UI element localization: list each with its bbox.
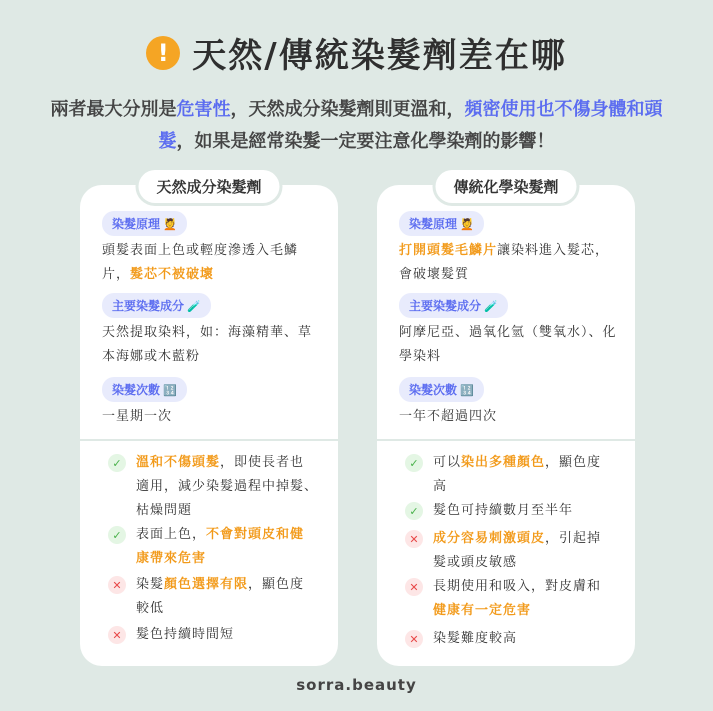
text-highlight: 打開頭髮毛鱗片 bbox=[399, 243, 498, 258]
numbers-icon: 🔢 bbox=[163, 384, 177, 397]
item-text bbox=[433, 451, 615, 499]
title-row bbox=[0, 28, 713, 77]
ingredient-label bbox=[399, 293, 508, 318]
pill-text: 染髮次數 bbox=[112, 383, 161, 397]
cross-icon: ✕ bbox=[405, 530, 423, 548]
check-icon: ✓ bbox=[405, 502, 423, 520]
con-item bbox=[108, 623, 318, 647]
ingredient-text: 阿摩尼亞、過氧化氫（雙氧水）、化學染料 bbox=[399, 325, 617, 364]
pill-text: 主要染髮成分 bbox=[112, 299, 185, 313]
frequency-text: 一星期一次 bbox=[102, 409, 173, 424]
item-text bbox=[136, 451, 318, 523]
item-text bbox=[433, 527, 615, 575]
test-tube-icon: 🧪 bbox=[187, 300, 201, 313]
principle-text bbox=[399, 239, 617, 287]
frequency-label bbox=[102, 377, 187, 402]
pro-item bbox=[405, 499, 615, 523]
ingredient-text: 天然提取染料，如：海藻精華、草本海娜或木藍粉 bbox=[102, 325, 313, 364]
text-highlight: 成分容易刺激頭皮 bbox=[433, 531, 546, 546]
check-icon: ✓ bbox=[405, 454, 423, 472]
item-text bbox=[136, 523, 318, 571]
page-title: 天然/傳統染髮劑差在哪 bbox=[192, 36, 567, 76]
text-part: 表面上色， bbox=[136, 527, 207, 542]
text-part: 長期使用和吸入，對皮膚和 bbox=[433, 579, 602, 594]
item-text: 髮色持續時間短 bbox=[136, 627, 235, 642]
intro-highlight: 頻密使用也不傷身體和頭髮 bbox=[158, 99, 663, 152]
intro-part: ，天然成分染髮劑則更溫和， bbox=[230, 99, 465, 120]
con-item bbox=[108, 573, 318, 621]
con-item bbox=[405, 627, 615, 651]
text-part: ，即使長者也適用，減少染髮過程中掉髮、枯燥問題 bbox=[136, 455, 319, 518]
text-part: 染髮 bbox=[136, 577, 165, 592]
check-icon: ✓ bbox=[108, 526, 126, 544]
pro-item bbox=[108, 451, 318, 523]
cross-icon: ✕ bbox=[405, 578, 423, 596]
cross-icon: ✕ bbox=[108, 626, 126, 644]
hair-treatment-icon: 💆 bbox=[460, 218, 474, 231]
card-heading: 傳統化學染髮劑 bbox=[435, 170, 576, 203]
chemical-dye-card bbox=[377, 178, 635, 666]
text-highlight: 髮芯不被破壞 bbox=[130, 267, 215, 282]
text-part: ，顯色度高 bbox=[433, 455, 602, 494]
intro-text bbox=[40, 94, 673, 158]
con-item bbox=[405, 527, 615, 575]
pill-text: 染髮原理 bbox=[409, 217, 458, 231]
con-item bbox=[405, 575, 615, 623]
divider bbox=[80, 439, 338, 441]
cross-icon: ✕ bbox=[405, 630, 423, 648]
numbers-icon: 🔢 bbox=[460, 384, 474, 397]
frequency-text: 一年不超過四次 bbox=[399, 409, 498, 424]
text-part: ，引起掉髮或頭皮敏感 bbox=[433, 531, 602, 570]
principle-label bbox=[399, 211, 484, 236]
card-heading: 天然成分染髮劑 bbox=[138, 170, 279, 203]
cross-icon: ✕ bbox=[108, 576, 126, 594]
divider bbox=[377, 439, 635, 441]
pro-item bbox=[405, 451, 615, 499]
text-part: 頭髮表面上色或輕度滲透入毛鱗片， bbox=[102, 243, 299, 282]
intro-part: ，如果是經常染髮一定要注意化學染劑的影響！ bbox=[176, 131, 555, 152]
text-part: ，顯色度較低 bbox=[136, 577, 305, 616]
item-text bbox=[433, 575, 615, 623]
check-icon: ✓ bbox=[108, 454, 126, 472]
principle-label bbox=[102, 211, 187, 236]
pill-text: 染髮原理 bbox=[112, 217, 161, 231]
footer-brand: sorra.beauty bbox=[296, 676, 417, 694]
principle-text bbox=[102, 239, 320, 287]
frequency-label bbox=[399, 377, 484, 402]
intro-part: 兩者最大分別是 bbox=[50, 99, 177, 120]
test-tube-icon: 🧪 bbox=[484, 300, 498, 313]
natural-dye-card bbox=[80, 178, 338, 666]
item-text: 染髮難度較高 bbox=[433, 631, 518, 646]
text-highlight: 健康有一定危害 bbox=[433, 603, 532, 618]
text-highlight: 不會對頭皮和健康帶來危害 bbox=[136, 527, 305, 566]
hair-treatment-icon: 💆 bbox=[163, 218, 177, 231]
ingredient-label bbox=[102, 293, 211, 318]
item-text: 髮色可持續數月至半年 bbox=[433, 503, 574, 518]
pill-text: 染髮次數 bbox=[409, 383, 458, 397]
exclamation-icon: ! bbox=[146, 36, 180, 70]
text-highlight: 染出多種顏色 bbox=[461, 455, 546, 470]
text-part: 讓染料進入髮芯，會破壞髮質 bbox=[399, 243, 610, 282]
pro-item bbox=[108, 523, 318, 571]
pill-text: 主要染髮成分 bbox=[409, 299, 482, 313]
text-highlight: 顏色選擇有限 bbox=[164, 577, 249, 592]
intro-highlight: 危害性 bbox=[176, 99, 231, 120]
item-text bbox=[136, 573, 318, 621]
text-highlight: 溫和不傷頭髮 bbox=[136, 455, 221, 470]
text-part: 可以 bbox=[433, 455, 462, 470]
